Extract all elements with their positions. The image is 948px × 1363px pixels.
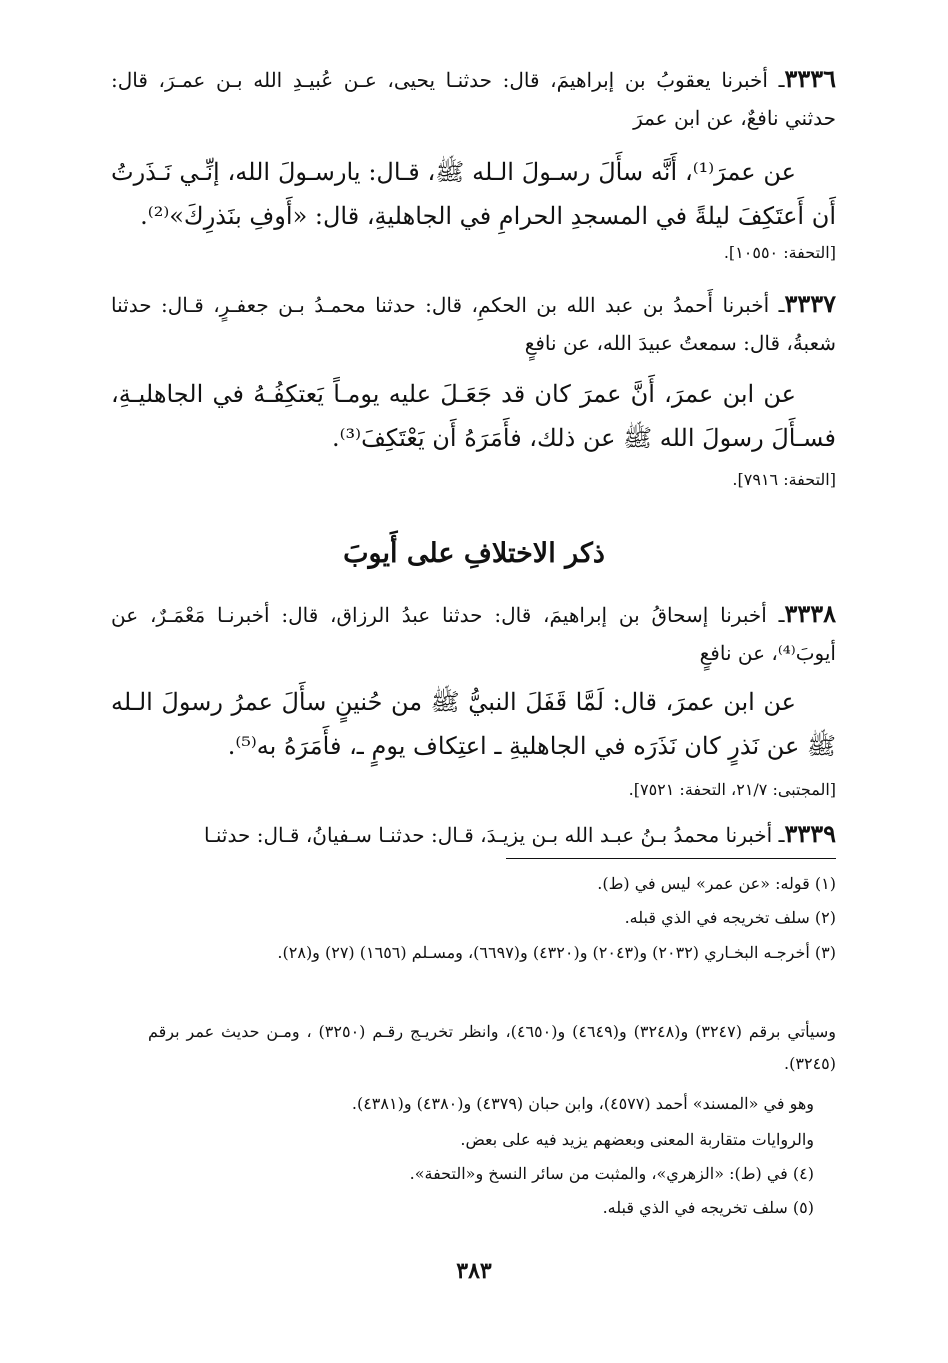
footnote-separator <box>506 858 836 859</box>
hadith-3338-tuhfa: [المجتبى: ٢١/٧، التحفة: ٧٥٢١]. <box>628 780 836 799</box>
hadith-number: ٣٣٣٧ <box>784 289 836 318</box>
footnote-3: (٣) أخرجـه البخـاري (٢٠٣٢) و(٢٠٤٣) و(٤٣٢٠) و(٦٦٩٧)، ومسـلم (١٦٥٦) (٢٧) و(٢٨). <box>277 943 836 962</box>
hadith-3337-chain <box>111 285 836 362</box>
section-title: ذكر الاختلافِ على أَيوبَ <box>343 538 605 569</box>
hadith-chain-text: ـ أخبرنا يعقوبُ بن إبراهيمَ، قال: حدثنـا يحيى، عـن عُبيـدِ الله بـن عمـرَ، قال: حدثني نافعٌ، عن ابن عمرَ <box>111 68 836 130</box>
footnote-2: (٢) سلف تخريجه في الذي قبله. <box>624 908 836 927</box>
hadith-chain-text: ـ أخبرنا إسحاقُ بن إبراهيمَ، قال: حدثنا عبدُ الرزاق، قال: أخبرنـا مَعْمَـرٌ، عن أيوبَ⁽⁴⁾، عن نافعٍ <box>111 603 836 665</box>
footnote-3-cont-2: وهو في «المسند» أحمد (٤٥٧٧)، وابن حبان (٤٣٧٩) و(٤٣٨٠) و(٤٣٨١). <box>351 1094 814 1113</box>
hadith-3338-chain <box>111 595 836 672</box>
footnote-3-cont-3: والروايات متقاربة المعنى وبعضهم يزيد فيه على بعض. <box>460 1130 814 1149</box>
hadith-3336-tuhfa: [التحفة: ١٠٥٥٠]. <box>723 243 836 262</box>
hadith-3338-matn: عن ابن عمرَ، قال: لَمَّا قَفَلَ النبيُّ ﷺ من حُنينٍ سأَلَ عمرُ رسولَ الـله ﷺ عن نَذرٍ كان نَذَرَه في الجاهليةِ ـ اعتِكاف يومٍ ـ، فأَمَرَهُ به⁽⁵⁾. <box>111 688 836 760</box>
footnote-3-cont-1: وسيأتي برقم (٣٢٤٧) و(٣٢٤٨) و(٤٦٤٩) و(٤٦٥٠)، وانظر تخريـج رقـم (٣٢٥٠) ، ومـن حديث عمر برقم (٣٢٤٥). <box>148 1022 836 1073</box>
footnote-1: (١) قوله: «عن عمر» ليس في (ط). <box>597 874 836 893</box>
hadith-number: ٣٣٣٦ <box>784 64 836 93</box>
hadith-3336-matn: عن عمرَ⁽¹⁾، أَنَّه سأَلَ رسـولَ الـله ﷺ، قـال: يارسـولَ الله، إنِّـي نَـذَرتُ أَن أَعتَكِفَ ليلةً في المسجدِ الحرامِ في الجاهليةِ، قال: «أَوفِ بنَذرِكَ»⁽²⁾. <box>111 158 836 230</box>
hadith-3336-chain <box>111 60 836 137</box>
hadith-chain-text: ـ أخبرنا محمدُ بـنُ عبـد الله بـن يزيـدَ، قـال: حدثنـا سـفيانُ، قـال: حدثنـا <box>203 823 785 847</box>
hadith-3337-matn: عن ابن عمرَ، أَنَّ عمرَ كان قد جَعَـلَ عليه يومـاً يَعتكِفُـهُ في الجاهليـةِ، فسـأَلَ رسولَ الله ﷺ عن ذلك، فأَمَرَهُ أَن يَعْتَكِفَ⁽³⁾. <box>111 380 836 452</box>
hadith-chain-text: ـ أخبرنا أَحمدُ بن عبد الله بن الحكمِ، قال: حدثنا محمـدُ بـن جعفـرٍ، قـال: حدثنا شعبةُ، قال: سمعتُ عبيدَ الله، عن نافعٍ <box>111 293 836 355</box>
page-number: ٣٨٣ <box>456 1258 492 1284</box>
hadith-number: ٣٣٣٩ <box>784 819 836 848</box>
hadith-3339-chain <box>111 815 836 854</box>
footnote-4: (٤) في (ط): «الزهري»، والمثبت من سائر النسخ و«التحفة». <box>409 1164 814 1183</box>
hadith-number: ٣٣٣٨ <box>784 599 836 628</box>
hadith-3337-tuhfa: [التحفة: ٧٩١٦]. <box>732 470 836 489</box>
footnote-5: (٥) سلف تخريجه في الذي قبله. <box>602 1198 814 1217</box>
